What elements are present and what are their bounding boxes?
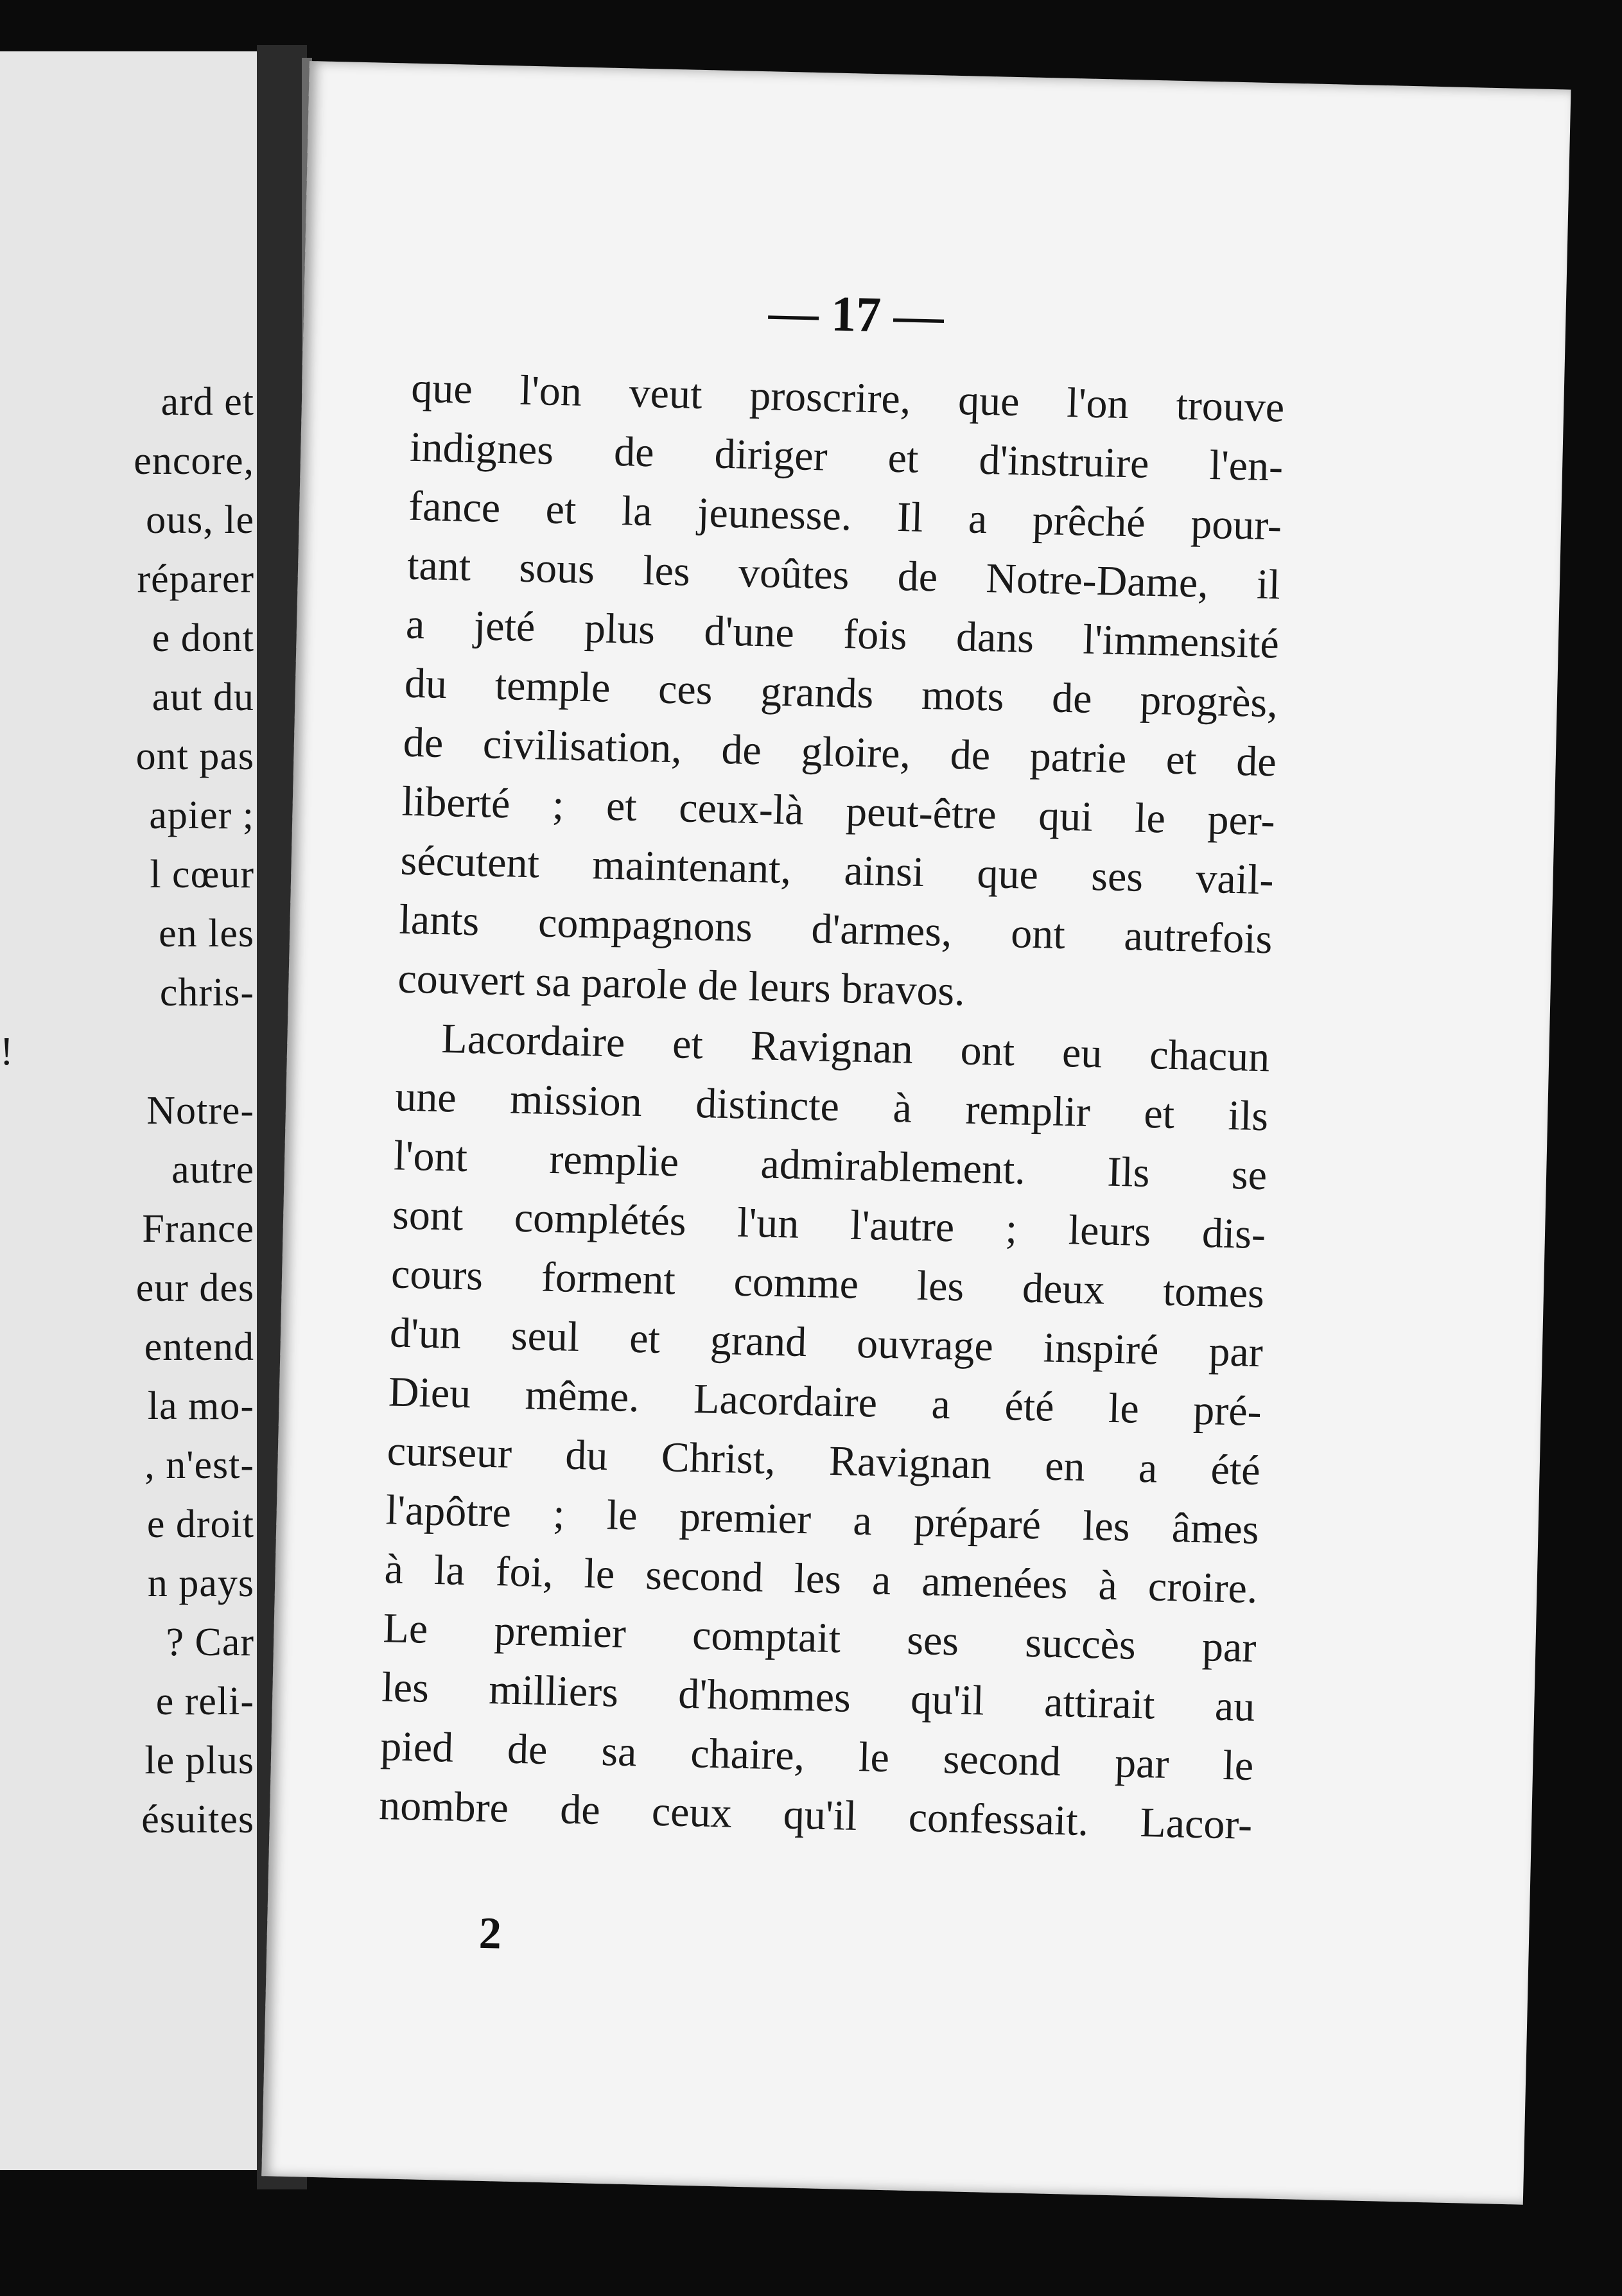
body-text bbox=[378, 359, 1285, 1855]
text-line: Dieu même. Lacordaire a été le pré- bbox=[388, 1368, 1262, 1436]
text-line: lants compagnons d'armes, ont autrefois bbox=[398, 896, 1273, 963]
left-text-line: , n'est- bbox=[144, 1443, 254, 1487]
left-text-line: e droit bbox=[146, 1502, 254, 1546]
text-line: que l'on veut proscrire, que l'on trouve bbox=[410, 364, 1285, 431]
text-line: indignes de diriger et d'instruire l'en- bbox=[409, 423, 1284, 491]
left-text-line: entend bbox=[144, 1325, 254, 1369]
left-text-line: n pays bbox=[147, 1561, 254, 1605]
left-text-line: ésuites bbox=[141, 1798, 254, 1841]
text-line: a jeté plus d'une fois dans l'immensité bbox=[405, 600, 1280, 668]
text-line: fance et la jeunesse. Il a prêché pour- bbox=[408, 482, 1282, 550]
left-text-line: réparer bbox=[137, 557, 254, 601]
left-text-line: ? Car bbox=[166, 1621, 254, 1664]
text-line: à la foi, le second les a amenées à croire. bbox=[383, 1545, 1259, 1613]
left-text-line: en les bbox=[159, 912, 254, 955]
text-line: l'apôtre ; le premier a préparé les âmes bbox=[385, 1486, 1260, 1554]
left-text-line: France bbox=[142, 1207, 254, 1251]
text-line: Le premier comptait ses succès par bbox=[382, 1605, 1257, 1672]
text-line: tant sous les voûtes de Notre-Dame, il bbox=[406, 541, 1281, 609]
left-text-line: ! bbox=[0, 1030, 14, 1074]
page-number: — 17 — bbox=[767, 284, 945, 344]
text-line: couvert sa parole de leurs bravos. bbox=[397, 955, 966, 1015]
left-text-line: le plus bbox=[144, 1739, 254, 1782]
signature-mark: 2 bbox=[478, 1908, 502, 1959]
text-line: nombre de ceux qu'il confessait. Lacor- bbox=[378, 1782, 1253, 1849]
left-text-line: l cœur bbox=[150, 853, 254, 896]
left-text-line: apier ; bbox=[149, 794, 254, 837]
right-page bbox=[261, 61, 1571, 2205]
left-text-line: chris- bbox=[159, 971, 254, 1014]
text-line: sont complétés l'un l'autre ; leurs dis- bbox=[392, 1191, 1266, 1258]
text-line: une mission distincte à remplir et ils bbox=[394, 1073, 1269, 1140]
left-text-line: la mo- bbox=[147, 1384, 254, 1428]
text-line: liberté ; et ceux-là peut-être qui le per- bbox=[401, 778, 1276, 845]
left-page bbox=[0, 51, 263, 2170]
text-line: curseur du Christ, Ravignan en a été bbox=[387, 1427, 1261, 1495]
text-line: pied de sa chaire, le second par le bbox=[379, 1723, 1254, 1790]
left-text-line: Notre- bbox=[146, 1089, 254, 1133]
left-text-line: aut du bbox=[152, 675, 254, 719]
text-line: de civilisation, de gloire, de patrie et de bbox=[403, 718, 1277, 786]
left-text-line: autre bbox=[171, 1148, 254, 1192]
left-text-line: ous, le bbox=[146, 498, 254, 542]
text-line: les milliers d'hommes qu'il attirait au bbox=[381, 1664, 1256, 1731]
left-text-line: encore, bbox=[134, 439, 254, 483]
text-line: cours forment comme les deux tomes bbox=[390, 1250, 1265, 1318]
text-line: Lacordaire et Ravignan ont eu chacun bbox=[440, 1015, 1271, 1081]
text-line: l'ont remplie admirablement. Ils se bbox=[393, 1132, 1268, 1199]
left-text-line: e dont bbox=[152, 616, 254, 660]
left-text-line: ont pas bbox=[135, 735, 254, 778]
left-text-line: e reli- bbox=[155, 1680, 254, 1723]
text-line: d'un seul et grand ouvrage inspiré par bbox=[389, 1309, 1264, 1377]
left-text-line: ard et bbox=[161, 380, 254, 424]
text-line: sécutent maintenant, ainsi que ses vail- bbox=[399, 837, 1275, 904]
left-text-line: eur des bbox=[135, 1266, 254, 1310]
text-line: du temple ces grands mots de progrès, bbox=[404, 659, 1278, 727]
